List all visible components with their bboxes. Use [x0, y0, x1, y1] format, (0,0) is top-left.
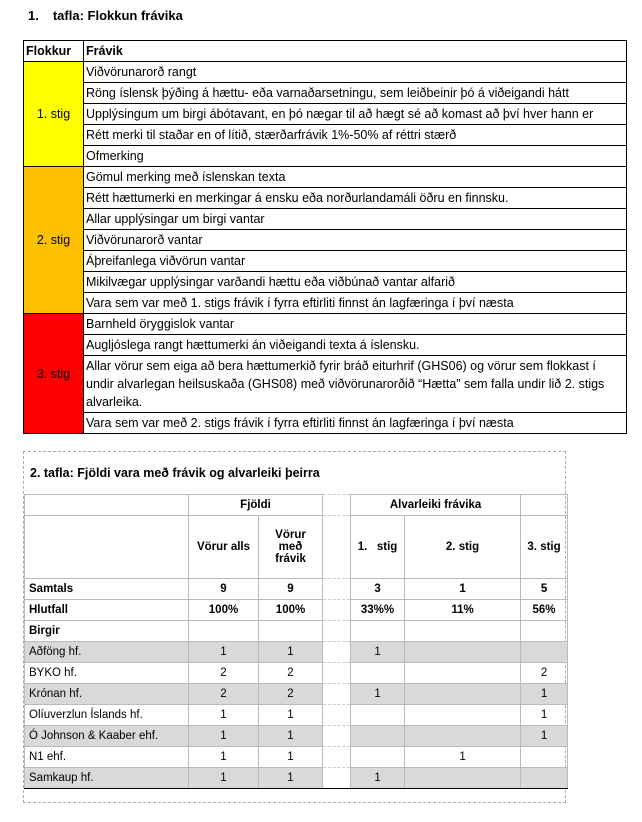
empty-cell: [25, 516, 189, 579]
deviation-row: [24, 188, 627, 209]
spacer-cell: [323, 663, 351, 684]
supplier-row: [25, 684, 568, 705]
deviation-text: Allar vörur sem eiga að bera hættumerkið fyrir bráð eiturhrif (GHS06) og vörur sem flokkast í undir alvarlegan heilsuskaða (GHS08) með viðvörunarorðið “Hætta” sem falla undir lið 2. stigs alvarleika.: [84, 356, 627, 413]
col-header-total: Vörur alls: [189, 516, 259, 579]
empty-cell: [521, 495, 568, 516]
empty-cell: [521, 621, 568, 642]
supplier-name: Krónan hf.: [25, 684, 189, 705]
deviation-text: Vara sem var með 2. stigs frávik í fyrra eftirliti finnst án lagfæringa í því næsta: [84, 413, 627, 434]
deviation-row: [24, 251, 627, 272]
supplier-value-dev: 1: [259, 747, 323, 768]
supplier-value-total: 1: [189, 705, 259, 726]
empty-cell: [405, 621, 521, 642]
deviation-text: Ofmerking: [84, 146, 627, 167]
deviation-text: Upplýsingum um birgi ábótavant, en þó nægar til að hægt sé að komast að því hver hann er: [84, 104, 627, 125]
spacer-cell: [323, 726, 351, 747]
summary-row: [25, 579, 568, 600]
table1-caption-text: tafla: Flokkun frávika: [52, 8, 183, 23]
summary-value-s3: 5: [521, 579, 568, 600]
deviation-row: [24, 293, 627, 314]
supplier-value-s2: [405, 726, 521, 747]
deviation-text: Rétt merki til staðar en of lítið, stærðarfrávik 1%-50% af réttri stærð: [84, 125, 627, 146]
summary-value-s2: 11%: [405, 600, 521, 621]
empty-cell: [351, 621, 405, 642]
supplier-label-row: [25, 621, 568, 642]
supplier-value-s1: [351, 705, 405, 726]
deviation-row: [24, 413, 627, 434]
supplier-value-total: 1: [189, 747, 259, 768]
col-header-level2: 2. stig: [405, 516, 521, 579]
supplier-row: [25, 768, 568, 789]
deviation-text: Barnheld öryggislok vantar: [84, 314, 627, 335]
summary-value-total: 100%: [189, 600, 259, 621]
spacer-cell: [323, 579, 351, 600]
supplier-value-s3: 1: [521, 684, 568, 705]
supplier-value-s1: [351, 726, 405, 747]
supplier-value-s1: 1: [351, 642, 405, 663]
supplier-value-s1: [351, 663, 405, 684]
supplier-value-total: 2: [189, 684, 259, 705]
summary-value-s1: 33%%: [351, 600, 405, 621]
supplier-value-s3: 2: [521, 663, 568, 684]
deviation-text: Viðvörunarorð vantar: [84, 230, 627, 251]
supplier-value-s3: [521, 768, 568, 789]
deviation-text: Áþreifanlega viðvörun vantar: [84, 251, 627, 272]
deviation-text: Gömul merking með íslenskan texta: [84, 167, 627, 188]
supplier-name: Olíuverzlun Íslands hf.: [25, 705, 189, 726]
table1-caption: [28, 8, 183, 23]
deviation-classification-table: [23, 40, 627, 434]
spacer-cell: [323, 684, 351, 705]
empty-cell: [25, 495, 189, 516]
spacer-cell: [323, 516, 351, 579]
deviation-text: Röng íslensk þýðing á hættu- eða varnaðarsetningu, sem leiðbeinir þó á viðeigandi hátt: [84, 83, 627, 104]
products-deviation-table: [24, 494, 568, 789]
supplier-value-dev: 1: [259, 705, 323, 726]
spacer-cell: [323, 768, 351, 789]
empty-cell: [259, 621, 323, 642]
severity-group-header: Alvarleiki frávika: [351, 495, 521, 516]
level-cell: 1. stig: [24, 62, 84, 167]
supplier-row: [25, 642, 568, 663]
supplier-value-s3: 1: [521, 705, 568, 726]
spacer-cell: [323, 705, 351, 726]
summary-label: Hlutfall: [25, 600, 189, 621]
supplier-name: N1 ehf.: [25, 747, 189, 768]
deviation-text: Viðvörunarorð rangt: [84, 62, 627, 83]
deviation-row: [24, 272, 627, 293]
deviation-row: [24, 314, 627, 335]
supplier-value-total: 1: [189, 642, 259, 663]
level-cell: 2. stig: [24, 167, 84, 314]
deviation-text: Vara sem var með 1. stigs frávik í fyrra eftirliti finnst án lagfæringa í því næsta: [84, 293, 627, 314]
supplier-value-s2: 1: [405, 747, 521, 768]
empty-cell: [189, 621, 259, 642]
supplier-value-s1: 1: [351, 684, 405, 705]
supplier-label: Birgir: [25, 621, 189, 642]
supplier-value-s1: [351, 747, 405, 768]
deviation-row: [24, 125, 627, 146]
supplier-value-s2: [405, 663, 521, 684]
supplier-value-total: 1: [189, 726, 259, 747]
supplier-value-s3: 1: [521, 726, 568, 747]
supplier-value-s1: 1: [351, 768, 405, 789]
deviation-text: Rétt hættumerki en merkingar á ensku eða norðurlandamáli öðru en finnsku.: [84, 188, 627, 209]
count-group-header: Fjöldi: [189, 495, 323, 516]
supplier-value-s2: [405, 768, 521, 789]
summary-label: Samtals: [25, 579, 189, 600]
summary-value-dev: 9: [259, 579, 323, 600]
deviation-row: [24, 167, 627, 188]
supplier-value-s2: [405, 642, 521, 663]
supplier-row: [25, 726, 568, 747]
header-category: Flokkur: [24, 41, 84, 62]
table2-column-header-row: [25, 516, 568, 579]
summary-row: [25, 600, 568, 621]
deviation-row: [24, 62, 627, 83]
level-cell: 3. stig: [24, 314, 84, 434]
deviation-text: Allar upplýsingar um birgi vantar: [84, 209, 627, 230]
table2-group-header-row: [25, 495, 568, 516]
supplier-value-dev: 2: [259, 663, 323, 684]
deviation-row: [24, 83, 627, 104]
deviation-row: [24, 209, 627, 230]
supplier-value-dev: 1: [259, 768, 323, 789]
col-header-with-deviation: Vörur með frávik: [259, 516, 323, 579]
supplier-name: Samkaup hf.: [25, 768, 189, 789]
supplier-value-total: 1: [189, 768, 259, 789]
table2-caption: 2. tafla: Fjöldi vara með frávik og alvarleiki þeirra: [30, 466, 320, 480]
deviation-row: [24, 356, 627, 413]
supplier-value-s3: [521, 642, 568, 663]
supplier-row: [25, 663, 568, 684]
spacer-cell: [323, 495, 351, 516]
supplier-value-s2: [405, 705, 521, 726]
supplier-name: Aðföng hf.: [25, 642, 189, 663]
deviation-row: [24, 335, 627, 356]
deviation-row: [24, 230, 627, 251]
supplier-row: [25, 705, 568, 726]
col-header-level3: 3. stig: [521, 516, 568, 579]
summary-value-dev: 100%: [259, 600, 323, 621]
supplier-value-s2: [405, 684, 521, 705]
summary-value-s2: 1: [405, 579, 521, 600]
deviation-row: [24, 104, 627, 125]
table1-caption-number: 1.: [28, 8, 39, 23]
summary-value-total: 9: [189, 579, 259, 600]
supplier-value-total: 2: [189, 663, 259, 684]
supplier-name: BYKO hf.: [25, 663, 189, 684]
deviation-text: Augljóslega rangt hættumerki án viðeigandi texta á íslensku.: [84, 335, 627, 356]
supplier-value-dev: 1: [259, 726, 323, 747]
spacer-cell: [323, 642, 351, 663]
col-header-level1: 1. stig: [351, 516, 405, 579]
supplier-value-s3: [521, 747, 568, 768]
table2-container: [23, 451, 566, 803]
deviation-text: Mikilvægar upplýsingar varðandi hættu eða viðbúnað vantar alfarið: [84, 272, 627, 293]
spacer-cell: [323, 747, 351, 768]
header-deviation: Frávik: [84, 41, 627, 62]
table1-header-row: [24, 41, 627, 62]
summary-value-s1: 3: [351, 579, 405, 600]
supplier-row: [25, 747, 568, 768]
empty-cell: [323, 621, 351, 642]
supplier-value-dev: 2: [259, 684, 323, 705]
deviation-row: [24, 146, 627, 167]
spacer-cell: [323, 600, 351, 621]
supplier-name: Ó Johnson & Kaaber ehf.: [25, 726, 189, 747]
summary-value-s3: 56%: [521, 600, 568, 621]
supplier-value-dev: 1: [259, 642, 323, 663]
